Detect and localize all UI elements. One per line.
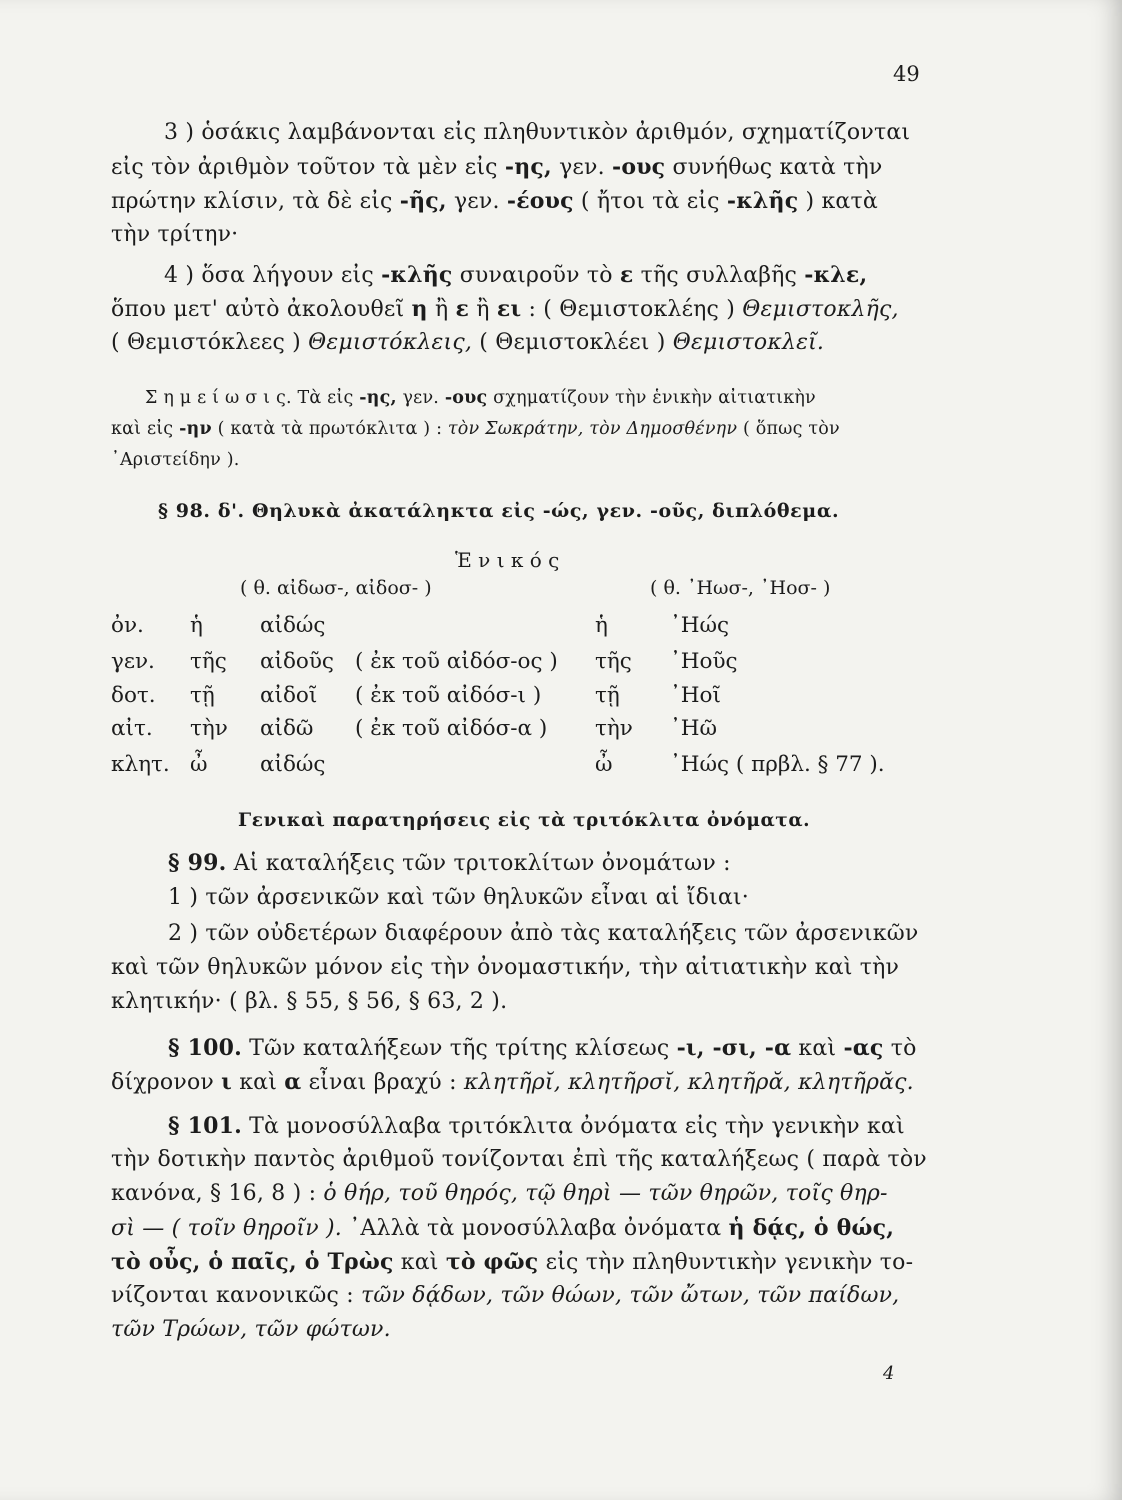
section-101-line-3: κανόνα, § 16, 8 ) : ὁ θήρ, τοῦ θηρός, τῷ θηρὶ — τῶν θηρῶν, τοῖς θηρ- (111, 1181, 888, 1206)
section-99-line-1: § 99. Αἱ καταλήξεις τῶν τριτοκλίτων ὀνομάτων : (168, 850, 731, 876)
page-number: 49 (893, 62, 920, 86)
section-101-line-1: § 101. Τὰ μονοσύλλαβα τριτόκλιτα ὀνόματα εἰς τὴν γενικὴν καὶ (168, 1113, 905, 1139)
form-right: ᾿Ηοῖ (670, 683, 721, 708)
case-label: αἰτ. (111, 716, 153, 741)
section-101-line-5: τὸ οὖς, ὁ παῖς, ὁ Τρὼς καὶ τὸ φῶς εἰς τὴν πληθυντικὴν γενικὴν το- (111, 1249, 914, 1275)
form-left: αἰδώς (260, 613, 326, 638)
note-line-3: ᾿Αριστείδην ). (111, 450, 240, 470)
form-right: ᾿Ηοῦς (670, 649, 738, 674)
case-label: κλητ. (111, 752, 170, 777)
case-label: ὀν. (111, 613, 144, 638)
article-right: ὦ (595, 752, 613, 777)
signature-mark: 4 (883, 1363, 895, 1384)
section-99-line-4: καὶ τῶν θηλυκῶν μόνον εἰς τὴν ὀνομαστικήν, τὴν αἰτιατικὴν καὶ τὴν (111, 955, 900, 980)
form-left: αἰδῶ (260, 716, 314, 741)
article-right: τῆς (595, 649, 632, 674)
paragraph-4-line-3: ( Θεμιστόκλεες ) Θεμιστόκλεις, ( Θεμιστοκλέει ) Θεμιστοκλεῖ. (111, 330, 825, 355)
derivation-note: ( ἐκ τοῦ αἰδόσ-ος ) (355, 649, 558, 674)
derivation-note: ( ἐκ τοῦ αἰδόσ-α ) (355, 716, 548, 741)
case-label: γεν. (111, 649, 155, 674)
section-98-heading: § 98. δ'. Θηλυκὰ ἀκατάληκτα εἰς -ώς, γεν. -οῦς, διπλόθεμα. (158, 500, 840, 522)
form-right: ᾿Ηώς ( πρβλ. § 77 ). (670, 752, 885, 777)
form-left: αἰδοῖ (260, 683, 318, 708)
form-right: ᾿Ηώς (670, 613, 730, 638)
section-99-line-3: 2 ) τῶν οὐδετέρων διαφέρουν ἀπὸ τὰς καταλήξεις τῶν ἀρσενικῶν (168, 921, 919, 946)
section-101-line-4: σὶ — ( τοῖν θηροῖν ). ᾿Αλλὰ τὰ μονοσύλλαβα ὀνόματα ἡ δᾴς, ὁ θώς, (111, 1215, 895, 1241)
article-right: τῇ (595, 683, 620, 708)
paragraph-3-line-3: πρώτην κλίσιν, τὰ δὲ εἰς -ῆς, γεν. -έους ( ἤτοι τὰ εἰς -κλῆς ) κατὰ (111, 188, 878, 214)
section-101-line-2: τὴν δοτικὴν παντὸς ἀριθμοῦ τονίζονται ἐπὶ τῆς καταλήξεως ( παρὰ τὸν (111, 1147, 927, 1172)
article-left: τὴν (190, 716, 228, 741)
article-left: ἡ (190, 613, 203, 638)
article-right: ἡ (595, 613, 608, 638)
article-left: τῇ (190, 683, 215, 708)
section-101-line-6: νίζονται κανονικῶς : τῶν δᾴδων, τῶν θώων, τῶν ὤτων, τῶν παίδων, (111, 1283, 900, 1308)
paragraph-3-line-4: τὴν τρίτην· (111, 222, 239, 247)
form-left: αἰδοῦς (260, 649, 334, 674)
form-right: ᾿Ηῶ (670, 716, 718, 741)
general-observations-heading: Γενικαὶ παρατηρήσεις εἰς τὰ τριτόκλιτα ὀνόματα. (238, 810, 811, 831)
section-100-line-1: § 100. Τῶν καταλήξεων τῆς τρίτης κλίσεως -ι, -σι, -α καὶ -ας τὸ (168, 1035, 917, 1061)
section-100-line-2: δίχρονον ι καὶ α εἶναι βραχύ : κλητῆρῐ, κλητῆρσῐ, κλητῆρᾰ, κλητῆρᾰς. (111, 1069, 914, 1095)
paragraph-3-line-2: εἰς τὸν ἀριθμὸν τοῦτον τὰ μὲν εἰς -ης, γεν. -ους συνήθως κατὰ τὴν (111, 154, 883, 180)
paragraph-4-line-1: 4 ) ὅσα λήγουν εἰς -κλῆς συναιροῦν τὸ ε τῆς συλλαβῆς -κλε, (164, 262, 868, 288)
paragraph-4-line-2: ὅπου μετ' αὐτὸ ἀκολουθεῖ η ἢ ε ἢ ει : ( Θεμιστοκλέης ) Θεμιστοκλῆς, (111, 296, 899, 322)
article-left: ὦ (190, 752, 208, 777)
number-label: Ἑ ν ι κ ό ς (455, 548, 560, 572)
section-99-line-2: 1 ) τῶν ἀρσενικῶν καὶ τῶν θηλυκῶν εἶναι αἱ ἴδιαι· (168, 885, 749, 910)
paragraph-3-line-1: 3 ) ὁσάκις λαμβάνονται εἰς πληθυντικὸν ἀριθμόν, σχηματίζονται (164, 120, 911, 145)
case-label: δοτ. (111, 683, 156, 708)
form-left: αἰδώς (260, 752, 326, 777)
note-line-1: Σ η μ ε ί ω σ ι ς. Τὰ εἰς -ης, γεν. -ους σχηματίζουν τὴν ἑνικὴν αἰτιατικὴν (145, 388, 816, 408)
article-left: τῆς (190, 649, 227, 674)
section-101-line-7: τῶν Τρώων, τῶν φώτων. (111, 1317, 391, 1342)
derivation-note: ( ἐκ τοῦ αἰδόσ-ι ) (355, 683, 542, 708)
article-right: τὴν (595, 716, 633, 741)
theme-right: ( θ. ᾿Ηωσ-, ᾿Ηοσ- ) (650, 577, 831, 599)
note-line-2: καὶ εἰς -ην ( κατὰ τὰ πρωτόκλιτα ) : τὸν Σωκράτην, τὸν Δημοσθένην ( ὅπως τὸν (111, 419, 840, 439)
section-99-line-5: κλητικήν· ( βλ. § 55, § 56, § 63, 2 ). (111, 989, 508, 1014)
theme-left: ( θ. αἰδωσ-, αἰδοσ- ) (240, 577, 432, 599)
